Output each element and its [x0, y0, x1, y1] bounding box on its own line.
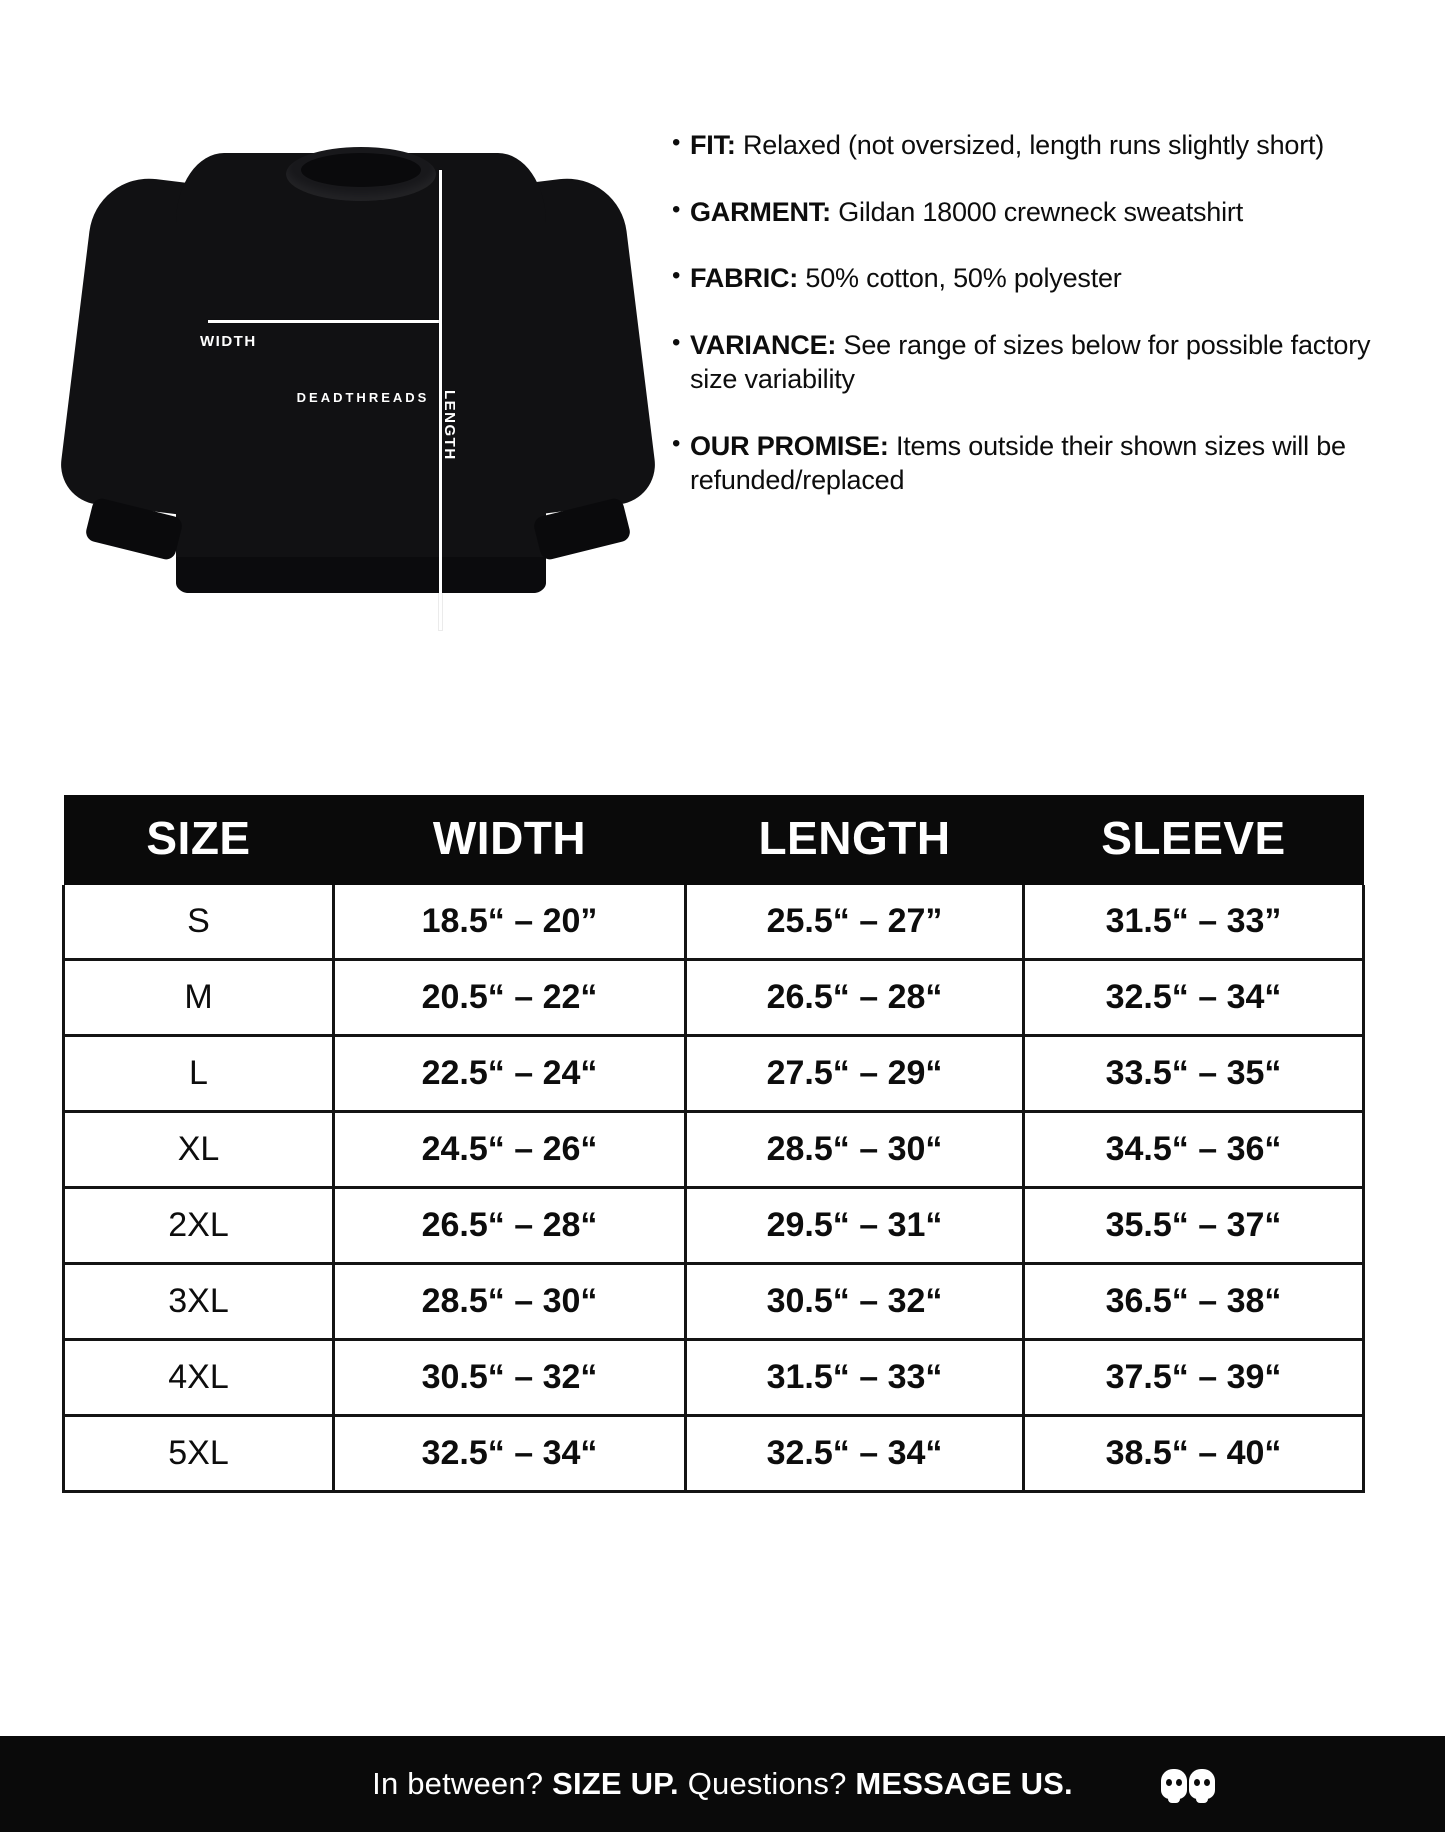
- spec-value: Gildan 18000 crewneck sweatshirt: [838, 196, 1244, 227]
- header-length: LENGTH: [686, 795, 1024, 885]
- bullet-icon: •: [672, 328, 681, 356]
- width-measure-line: [208, 320, 442, 323]
- footer-message: [372, 1766, 1073, 1802]
- bullet-icon: •: [672, 429, 681, 457]
- spec-text: [690, 261, 1412, 296]
- bullet-icon: •: [672, 195, 681, 223]
- spec-value: 50% cotton, 50% polyester: [805, 263, 1122, 294]
- spec-item-variance: [672, 328, 1412, 397]
- table-header: [64, 795, 1364, 885]
- spec-list: [672, 128, 1412, 530]
- spec-value: Items outside their shown sizes will be refunded/replaced: [690, 430, 1346, 496]
- spec-label: GARMENT:: [690, 196, 831, 227]
- cell-length: 30.5“ – 32“: [686, 1264, 1024, 1340]
- cell-length: 28.5“ – 30“: [686, 1112, 1024, 1188]
- spec-item-promise: [672, 429, 1412, 498]
- cell-sleeve: 35.5“ – 37“: [1024, 1188, 1364, 1264]
- spec-label: FIT:: [690, 130, 736, 160]
- spec-text: [690, 328, 1412, 397]
- spec-label: OUR PROMISE:: [690, 430, 889, 461]
- cell-size: XL: [64, 1112, 334, 1188]
- table-row: [64, 1036, 1364, 1112]
- footer-bar: [0, 1736, 1445, 1832]
- spec-text: [690, 429, 1412, 498]
- double-skull-logo-icon: [1161, 1769, 1215, 1799]
- header-size: SIZE: [64, 795, 334, 885]
- footer-part-1: In between?: [372, 1766, 553, 1801]
- garment-illustration: [48, 125, 688, 645]
- cell-length: 29.5“ – 31“: [686, 1188, 1024, 1264]
- skull-jaw: [1196, 1796, 1208, 1803]
- skull-icon: [1189, 1769, 1215, 1799]
- sweatshirt-graphic: [58, 135, 658, 635]
- cell-width: 26.5“ – 28“: [334, 1188, 686, 1264]
- cell-size: 2XL: [64, 1188, 334, 1264]
- size-table-container: [62, 795, 1362, 1493]
- sweatshirt-body: [176, 153, 546, 593]
- cell-width: 28.5“ – 30“: [334, 1264, 686, 1340]
- spec-item-fabric: [672, 261, 1412, 296]
- cell-sleeve: 33.5“ – 35“: [1024, 1036, 1364, 1112]
- footer-part-4: MESSAGE US.: [855, 1766, 1073, 1801]
- cell-length: 27.5“ – 29“: [686, 1036, 1024, 1112]
- cell-size: S: [64, 885, 334, 960]
- cell-sleeve: 37.5“ – 39“: [1024, 1340, 1364, 1416]
- table-row: [64, 1416, 1364, 1492]
- footer-part-2: SIZE UP.: [552, 1766, 679, 1801]
- brand-print: DEADTHREADS: [296, 390, 430, 405]
- spec-label: FABRIC:: [690, 263, 799, 294]
- table-row: [64, 1264, 1364, 1340]
- skull-icon: [1161, 1769, 1187, 1799]
- skull-jaw: [1168, 1796, 1180, 1803]
- cell-width: 20.5“ – 22“: [334, 960, 686, 1036]
- cell-sleeve: 38.5“ – 40“: [1024, 1416, 1364, 1492]
- cell-width: 30.5“ – 32“: [334, 1340, 686, 1416]
- header-sleeve: SLEEVE: [1024, 795, 1364, 885]
- length-measure-label: LENGTH: [441, 390, 458, 461]
- cell-sleeve: 36.5“ – 38“: [1024, 1264, 1364, 1340]
- table-body: [64, 885, 1364, 1492]
- cell-size: 4XL: [64, 1340, 334, 1416]
- bullet-icon: •: [672, 262, 681, 290]
- table-row: [64, 1188, 1364, 1264]
- table-row: [64, 885, 1364, 960]
- cell-width: 18.5“ – 20”: [334, 885, 686, 960]
- cell-size: L: [64, 1036, 334, 1112]
- cell-width: 24.5“ – 26“: [334, 1112, 686, 1188]
- cell-sleeve: 31.5“ – 33”: [1024, 885, 1364, 960]
- cell-length: 26.5“ – 28“: [686, 960, 1024, 1036]
- cell-length: 25.5“ – 27”: [686, 885, 1024, 960]
- cell-width: 32.5“ – 34“: [334, 1416, 686, 1492]
- collar-inner: [301, 153, 421, 187]
- bullet-icon: •: [672, 129, 681, 156]
- spec-value: Relaxed (not oversized, length runs slightly short): [743, 130, 1325, 160]
- header-width: WIDTH: [334, 795, 686, 885]
- table-row: [64, 960, 1364, 1036]
- cell-length: 32.5“ – 34“: [686, 1416, 1024, 1492]
- spec-item-fit: [672, 128, 1412, 163]
- table-header-row: [64, 795, 1364, 885]
- spec-value: See range of sizes below for possible factory size variability: [690, 329, 1371, 395]
- cell-width: 22.5“ – 24“: [334, 1036, 686, 1112]
- cell-sleeve: 34.5“ – 36“: [1024, 1112, 1364, 1188]
- spec-text: [690, 128, 1412, 163]
- spec-item-garment: [672, 195, 1412, 230]
- size-table: [62, 795, 1365, 1493]
- spec-label: VARIANCE:: [690, 329, 837, 360]
- cell-sleeve: 32.5“ – 34“: [1024, 960, 1364, 1036]
- width-measure-label: WIDTH: [200, 333, 257, 350]
- footer-part-3: Questions?: [678, 1766, 856, 1801]
- cell-size: 3XL: [64, 1264, 334, 1340]
- table-row: [64, 1112, 1364, 1188]
- top-section: [0, 0, 1445, 760]
- cell-size: M: [64, 960, 334, 1036]
- cell-length: 31.5“ – 33“: [686, 1340, 1024, 1416]
- table-row: [64, 1340, 1364, 1416]
- cell-size: 5XL: [64, 1416, 334, 1492]
- spec-text: [690, 195, 1412, 230]
